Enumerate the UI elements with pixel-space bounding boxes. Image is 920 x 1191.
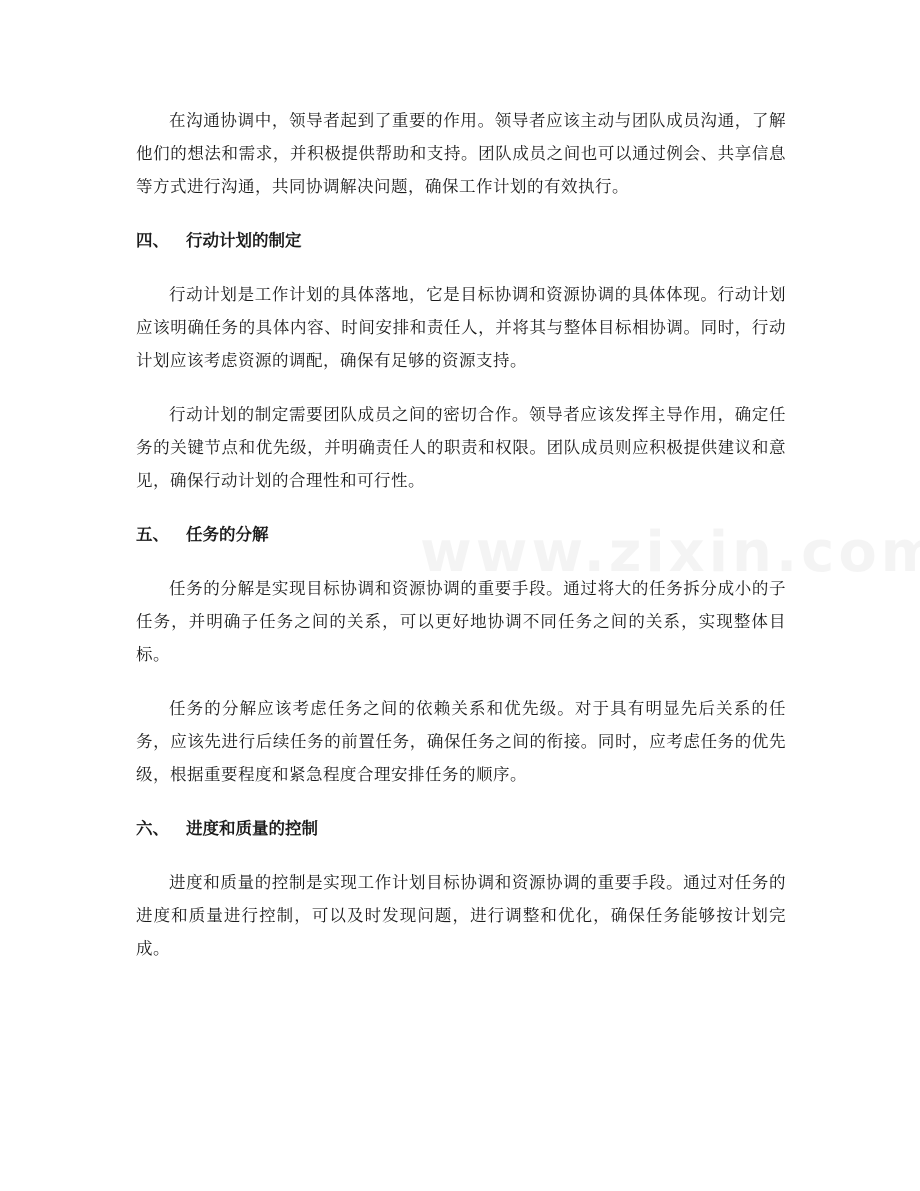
section-heading-6 [136,812,786,845]
section-title: 任务的分解 [186,525,269,544]
section-title: 进度和质量的控制 [186,819,318,838]
section-heading-4 [136,224,786,257]
paragraph-action-plan-cooperation: 行动计划的制定需要团队成员之间的密切合作。领导者应该发挥主导作用，确定任务的关键节点和优先级，并明确责任人的职责和权限。团队成员则应积极提供建议和意见，确保行动计划的合理性和可行性。 [136,405,786,490]
section-heading-5 [136,518,786,551]
section-number: 六、 [136,819,169,838]
document-body [136,104,786,986]
section-number: 五、 [136,525,169,544]
paragraph-task-breakdown: 任务的分解是实现目标协调和资源协调的重要手段。通过将大的任务拆分成小的子任务，并明确子任务之间的关系，可以更好地协调不同任务之间的关系，实现整体目标。 [136,579,786,664]
paragraph-communication-leader: 在沟通协调中，领导者起到了重要的作用。领导者应该主动与团队成员沟通，了解他们的想法和需求，并积极提供帮助和支持。团队成员之间也可以通过例会、共享信息等方式进行沟通，共同协调解决问题，确保工作计划的有效执行。 [136,111,786,196]
section-number: 四、 [136,231,169,250]
paragraph-progress-quality: 进度和质量的控制是实现工作计划目标协调和资源协调的重要手段。通过对任务的进度和质量进行控制，可以及时发现问题，进行调整和优化，确保任务能够按计划完成。 [136,873,786,958]
paragraph-action-plan-definition: 行动计划是工作计划的具体落地，它是目标协调和资源协调的具体体现。行动计划应该明确任务的具体内容、时间安排和责任人，并将其与整体目标相协调。同时，行动计划应该考虑资源的调配，确保有足够的资源支持。 [136,285,786,370]
section-title: 行动计划的制定 [186,231,302,250]
paragraph-task-dependencies: 任务的分解应该考虑任务之间的依赖关系和优先级。对于具有明显先后关系的任务，应该先进行后续任务的前置任务，确保任务之间的衔接。同时，应考虑任务的优先级，根据重要程度和紧急程度合理安排任务的顺序。 [136,699,786,784]
